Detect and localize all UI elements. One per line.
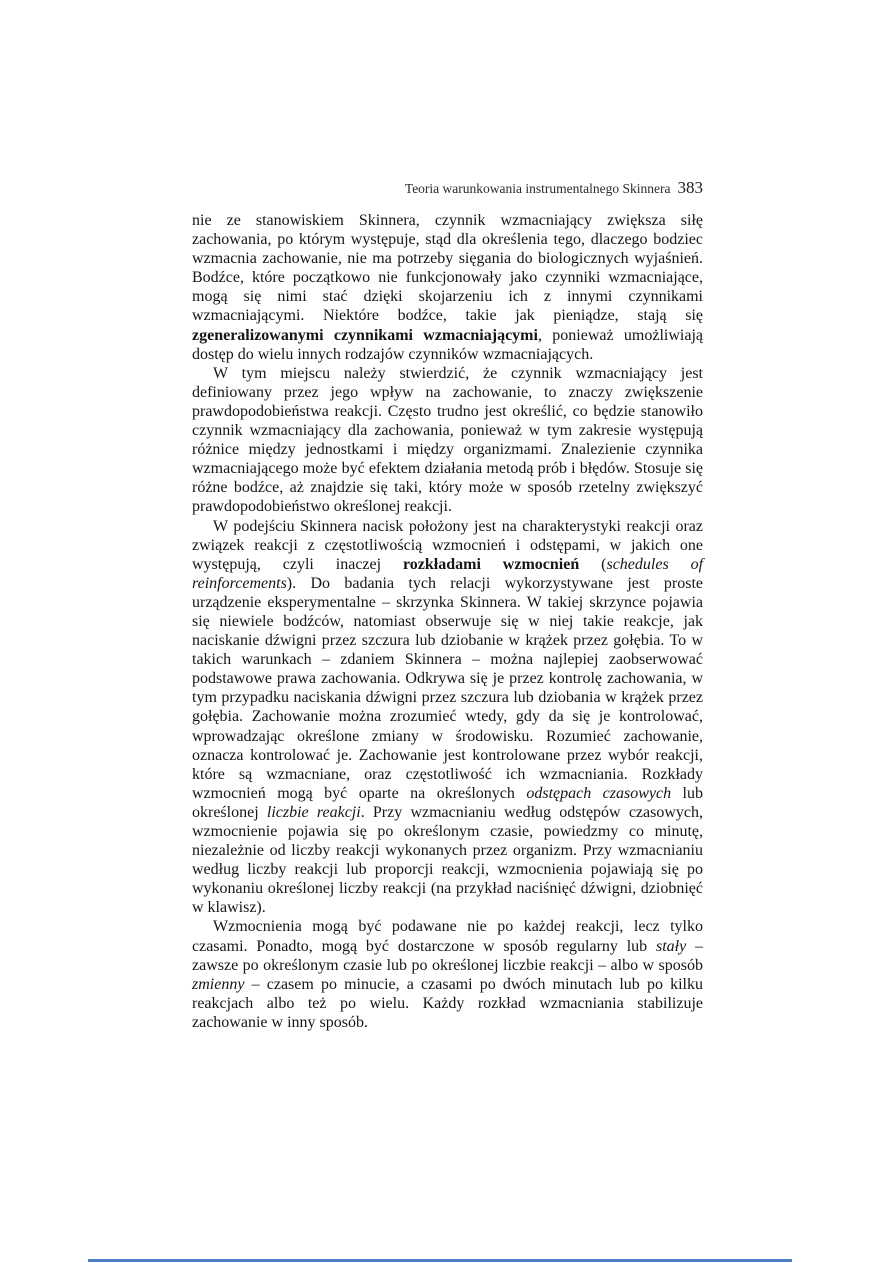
paragraph (192, 517, 703, 918)
page-bottom-edge-line (88, 1259, 792, 1262)
text-run: Wzmocnienia mogą być podawane nie po każdej reakcji, lecz tylko czasami. Ponadto, mogą być dostarczone w sposób regularny lub (192, 918, 703, 955)
running-title: Teoria warunkowania instrumentalnego Skinnera (404, 181, 671, 196)
text-run: lub określonej (192, 784, 703, 821)
paragraph (192, 917, 703, 1032)
bold-run: zgeneralizowanymi czynnikami wzmacniającymi (192, 326, 538, 344)
italic-run: odstępach czasowych (526, 784, 672, 802)
italic-run: zmienny (192, 975, 245, 993)
paragraph (192, 211, 703, 364)
page-number: 383 (677, 178, 703, 197)
text-run: . Przy wzmacnianiu według odstępów czasowych, wzmocnienie pojawia się po określonym czasie, powiedzmy co minutę, niezależnie od liczby reakcji wykonanych przez organizm. Przy wzmacnianiu według liczby reakcji lub proporcji reakcji, wzmocnienia pojawiają się po wykonaniu określonej liczby reakcji (na przykład naciśnięć dźwigni, dziobnięć w klawisz). (192, 803, 704, 917)
text-run: – zawsze po określonym czasie lub po określonej liczbie reakcji – albo w sposób (192, 937, 704, 974)
italic-run: stały (655, 937, 687, 955)
text-run: – czasem po minucie, a czasami po dwóch minutach lub po kilku reakcjach albo też po wielu. Każdy rozkład wzmacniania stabilizuje zachowanie w inny sposób. (192, 975, 703, 1031)
text-run: ). Do badania tych relacji wykorzystywane jest proste urządzenie eksperymentalne – skrzynka Skinnera. W takiej skrzynce pojawia się niewiele bodźców, natomiast obserwuje się w niej takie reakcje, jak naciskanie dźwigni przez szczura lub dziobanie w krążek przez gołębia. To w takich warunkach – zdaniem Skinnera – można najlepiej zaobserwować podstawowe prawa zachowania. Odkrywa się je przez kontrolę zachowania, w tym przypadku naciskania dźwigni przez szczura lub dziobania w krążek przez gołębia. Zachowanie można zrozumieć wtedy, gdy da się je kontrolować, wprowadzając określone zmiany w środowisku. Rozumieć zachowanie, oznacza kontrolować je. Zachowanie jest kontrolowane przez wybór reakcji, które są wzmacniane, oraz częstotliwość ich wzmacniania. Rozkłady wzmocnień mogą być oparte na określonych (192, 574, 703, 802)
bold-run: rozkładami wzmocnień (402, 555, 580, 573)
page-header (192, 178, 703, 198)
paragraph (192, 364, 703, 517)
text-run: W tym miejscu należy stwierdzić, że czynnik wzmacniający jest definiowany przez jego wpływ na zachowanie, to znaczy zwiększenie prawdopodobieństwa reakcji. Często trudno jest określić, co będzie stanowiło czynnik wzmacniający dla zachowania, ponieważ w tym zakresie występują różnice między jednostkami i między organizmami. Znalezienie czynnika wzmacniającego może być efektem działania metodą prób i błędów. Stosuje się różne bodźce, aż znajdzie się taki, który może w sposób rzetelny zwiększyć prawdopodobieństwo określonej reakcji. (192, 364, 703, 516)
text-run: W podejściu Skinnera nacisk położony jest na charakterystyki reakcji oraz związek reakcji z częstotliwością wzmocnień i odstępami, w jakich one występują, czyli inaczej (192, 517, 703, 573)
italic-run: liczbie reakcji (266, 803, 361, 821)
text-run: , ponieważ umożliwiają dostęp do wielu innych rodzajów czynników wzmacniających. (192, 326, 703, 363)
text-run: ( (579, 555, 607, 573)
italic-run: schedules of reinforcements (192, 555, 704, 592)
text-run: nie ze stanowiskiem Skinnera, czynnik wzmacniający zwiększa siłę zachowania, po którym występuje, stąd dla określenia tego, dlaczego bodziec wzmacnia zachowanie, nie ma potrzeby sięgania do biologicznych wyjaśnień. Bodźce, które początkowo nie funkcjonowały jako czynniki wzmacniające, mogą się nimi stać dzięki skojarzeniu ich z innymi czynnikami wzmacniającymi. Niektóre bodźce, takie jak pieniądze, stają się (192, 212, 703, 325)
body-text (192, 211, 703, 1032)
